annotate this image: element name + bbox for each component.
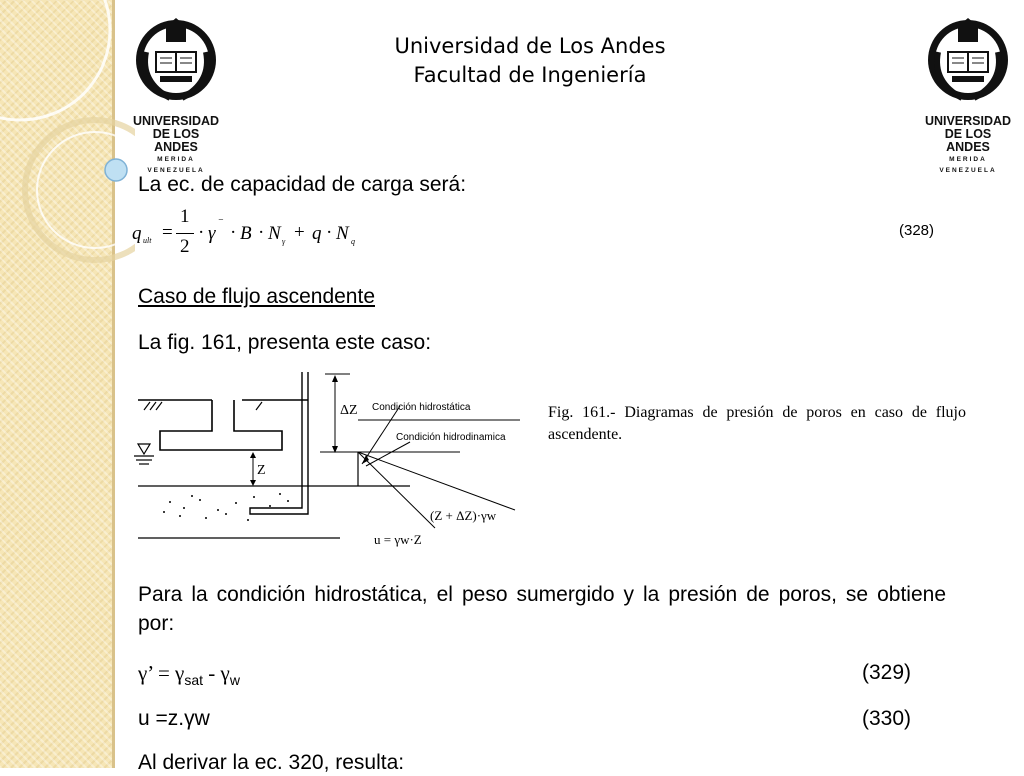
equation-number-329: (329) <box>862 661 912 684</box>
equation-330: u =z.γw <box>138 707 210 730</box>
university-seal-icon <box>130 12 222 102</box>
label-hydrodynamic: Condición hidrodinamica <box>396 432 506 443</box>
slide-header <box>330 32 730 90</box>
eq-dot: · <box>230 222 237 243</box>
derivation-text: Al derivar la ec. 320, resulta: <box>138 751 405 774</box>
eq-N-q-sub: q <box>351 237 355 246</box>
figure-161-diagram <box>130 368 540 554</box>
label-zdz: (Z + ΔZ)·γw <box>430 508 497 523</box>
eq329-mid: - γ <box>203 661 230 685</box>
eq-N-q: N <box>336 223 349 244</box>
eq-B: B <box>240 223 252 244</box>
eq329-w: w <box>229 672 240 689</box>
figure-caption: Fig. 161.- Diagramas de presión de poros en caso de flujo ascendente. <box>548 404 966 443</box>
logo-name-line1: UNIVERSIDAD <box>924 114 1012 128</box>
university-logo-right <box>922 12 1014 174</box>
label-u: u = γw·Z <box>374 532 422 547</box>
logo-name-line2: DE LOS ANDES <box>944 127 992 154</box>
eq-N-gamma-sub: γ <box>282 237 286 246</box>
logo-location: MERIDA VENEZUELA <box>147 156 205 174</box>
equation-number-328: (328) <box>899 222 935 239</box>
label-delta-z: ΔZ <box>340 403 358 418</box>
equation-328 <box>132 206 392 262</box>
university-logo-left <box>130 12 222 174</box>
university-seal-icon <box>922 12 1014 102</box>
section-heading: Caso de flujo ascendente <box>138 285 375 308</box>
eq-q-sub: ult <box>143 236 152 245</box>
eq-dot: · <box>198 222 205 243</box>
hydrostatic-paragraph: Para la condición hidrostática, el peso sumergido y la presión de poros, se obtiene por: <box>138 583 946 635</box>
eq329-lhs: γ’ = γ <box>138 661 185 685</box>
decorative-rings <box>0 0 135 300</box>
header-university: Universidad de Los Andes <box>394 34 666 58</box>
eq-equals: = <box>162 222 173 243</box>
equation-329 <box>138 660 240 693</box>
eq-plus: + <box>294 222 305 243</box>
fraction-bar <box>176 233 194 234</box>
eq-den: 2 <box>180 236 190 257</box>
eq329-sat: sat <box>184 672 204 689</box>
logo-name-line2: DE LOS ANDES <box>152 127 200 154</box>
eq-num: 1 <box>180 206 190 227</box>
eq-q: q <box>132 223 142 244</box>
label-hydrostatic: Condición hidrostática <box>372 402 471 413</box>
label-z: Z <box>257 463 266 478</box>
figure-intro-text: La fig. 161, presenta este caso: <box>138 331 432 354</box>
logo-name-line1: UNIVERSIDAD <box>132 114 220 128</box>
eq-dot: · <box>258 222 265 243</box>
eq-dot: · <box>326 222 333 243</box>
eq-N-gamma: N <box>268 223 281 244</box>
header-faculty: Facultad de Ingeniería <box>413 63 647 87</box>
intro-text: La ec. de capacidad de carga será: <box>138 173 467 196</box>
equation-number-330: (330) <box>862 707 912 730</box>
logo-location: MERIDA VENEZUELA <box>939 156 997 174</box>
eq-gamma-sup: ⁻ <box>218 216 224 228</box>
eq-gamma: γ <box>208 223 216 244</box>
eq-q2: q <box>312 223 322 244</box>
